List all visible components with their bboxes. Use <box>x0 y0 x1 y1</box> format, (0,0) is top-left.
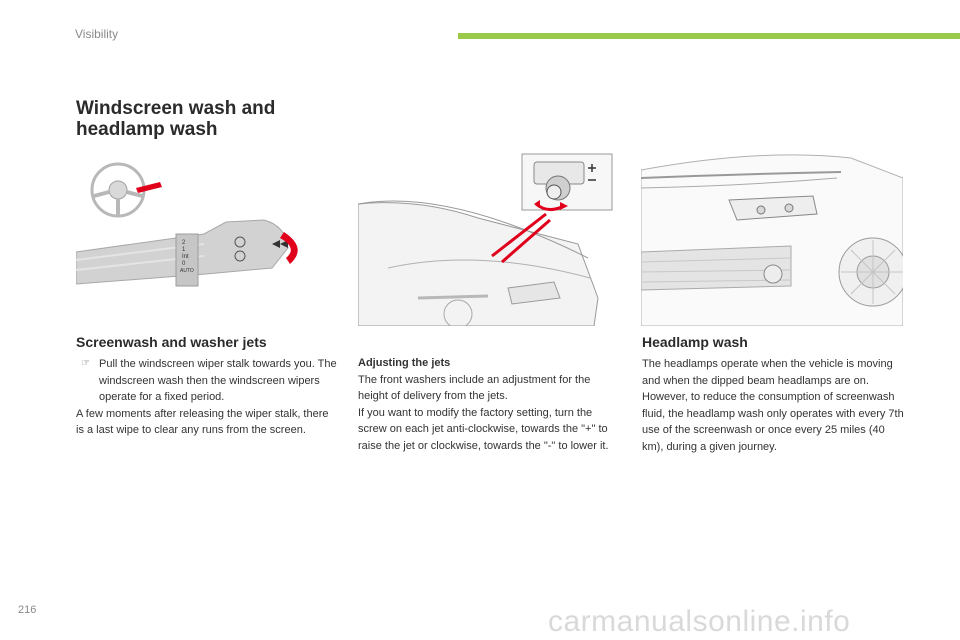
stalk-label-1: 1 <box>182 247 186 253</box>
stalk-label-int: Int <box>182 254 189 260</box>
headlamp-illustration <box>641 148 903 326</box>
stalk-label-auto: AUTO <box>180 268 194 274</box>
washer-jet-illustration <box>358 148 614 326</box>
page-title-line-1: Windscreen wash and <box>76 98 276 119</box>
screenwash-heading: Screenwash and washer jets <box>76 334 267 350</box>
screenwash-bullet-text: Pull the windscreen wiper stalk towards you. The windscreen wash then the windscreen wipers operate for a fixed period. <box>99 358 337 403</box>
screenwash-paragraph: A few moments after releasing the wiper stalk, there is a last wipe to clear any runs from the screen. <box>76 407 329 436</box>
page-title-line-2: headlamp wash <box>76 119 218 140</box>
screenwash-bullet <box>76 356 338 406</box>
stalk-label-0: 0 <box>182 261 186 267</box>
headlamp-wash-heading: Headlamp wash <box>642 334 748 350</box>
jets-text <box>358 355 622 454</box>
jets-paragraph-1: The front washers include an adjustment for the height of delivery from the jets. <box>358 373 591 402</box>
steering-wheel-icon <box>92 164 162 216</box>
stalk-label-2: 2 <box>182 240 186 246</box>
watermark: carmanualsonline.info <box>548 605 851 638</box>
headlamp-wash-paragraph: The headlamps operate when the vehicle is moving and when the dipped beam headlamps are on. However, to reduce the consumption of screenwash fluid, the headlamp wash only operates with every 7th use of the screenwash or once every 25 miles (40 km), during a given journey. <box>642 358 904 453</box>
jets-paragraph-2: If you want to modify the factory setting, turn the screw on each jet anti-clockwise, towards the "+" to raise the jet or clockwise, towards the "-" to lower it. <box>358 406 609 452</box>
screenwash-text <box>76 356 338 439</box>
wiper-stalk-illustration <box>76 160 310 292</box>
pointing-finger-icon: ☞ <box>81 358 90 369</box>
page-title <box>76 98 376 140</box>
page-number: 216 <box>18 604 37 616</box>
jets-subheading: Adjusting the jets <box>358 357 451 369</box>
section-title: Visibility <box>75 27 119 41</box>
section-accent-bar <box>458 33 960 39</box>
